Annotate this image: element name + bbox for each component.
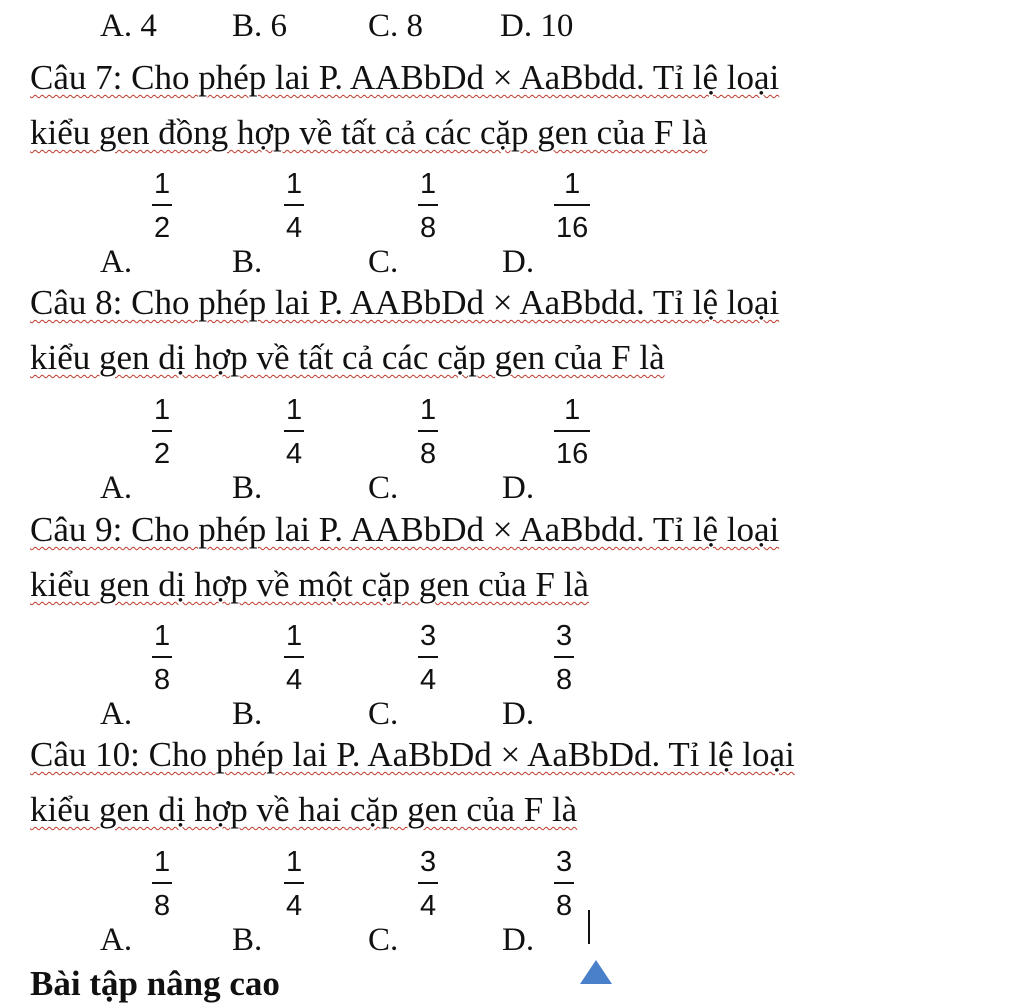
option-b-fraction: [284, 168, 304, 244]
denominator: 4: [286, 212, 303, 244]
option-b-fraction: [284, 394, 304, 470]
option-b-fraction: [284, 846, 304, 922]
denominator: 4: [286, 664, 303, 696]
denominator: 2: [154, 438, 171, 470]
denominator: 8: [556, 664, 573, 696]
option-c: C. 8: [368, 8, 424, 44]
option-d-label: D.: [502, 244, 535, 280]
option-d-label: D.: [502, 922, 535, 958]
numerator: 1: [564, 168, 581, 200]
option-c-label: C.: [368, 696, 399, 732]
option-c-fraction: [418, 168, 438, 244]
numerator: 1: [564, 394, 581, 426]
option-a-fraction: [152, 620, 172, 696]
text-cursor: [588, 910, 590, 944]
option-b-label: B.: [232, 922, 263, 958]
denominator: 8: [556, 890, 573, 922]
selection-handle-icon[interactable]: [580, 960, 612, 984]
denominator: 4: [286, 890, 303, 922]
option-c-label: C.: [368, 244, 399, 280]
option-b: B. 6: [232, 8, 288, 44]
question-10-text-line1: Câu 10: Cho phép lai P. AaBbDd × AaBbDd. Tỉ lệ loại: [30, 735, 795, 774]
question-7-options: [0, 168, 1024, 280]
option-d: D. 10: [500, 8, 574, 44]
question-8-options: [0, 394, 1024, 506]
option-c-fraction: [418, 620, 438, 696]
denominator: 4: [420, 890, 437, 922]
section-heading-partial: Bài tập nâng cao: [30, 964, 280, 1003]
denominator: 8: [420, 438, 437, 470]
numerator: 1: [286, 846, 303, 878]
option-a-label: A.: [100, 470, 133, 506]
option-a-label: A.: [100, 696, 133, 732]
option-d-fraction: [554, 846, 574, 922]
numerator: 1: [286, 394, 303, 426]
option-d-fraction: [554, 620, 574, 696]
numerator: 1: [154, 846, 171, 878]
option-a-fraction: [152, 168, 172, 244]
numerator: 3: [420, 846, 437, 878]
option-d-fraction: [554, 394, 590, 470]
question-9-text-line1: Câu 9: Cho phép lai P. AABbDd × AaBbdd. Tỉ lệ loại: [30, 510, 780, 549]
denominator: 16: [556, 212, 589, 244]
question-7-text-line2: kiểu gen đồng hợp về tất cả các cặp gen của F là: [30, 113, 708, 152]
option-a-fraction: [152, 846, 172, 922]
option-a: A. 4: [100, 8, 157, 44]
numerator: 3: [420, 620, 437, 652]
numerator: 1: [154, 394, 171, 426]
question-7-text-line1: Câu 7: Cho phép lai P. AABbDd × AaBbdd. Tỉ lệ loại: [30, 58, 780, 97]
denominator: 8: [154, 890, 171, 922]
option-c-fraction: [418, 846, 438, 922]
denominator: 16: [556, 438, 589, 470]
numerator: 1: [420, 394, 437, 426]
denominator: 2: [154, 212, 171, 244]
option-d-label: D.: [502, 470, 535, 506]
question-8-text-line1: Câu 8: Cho phép lai P. AABbDd × AaBbdd. Tỉ lệ loại: [30, 283, 780, 322]
question-9-text-line2: kiểu gen dị hợp về một cặp gen của F là: [30, 565, 589, 604]
option-b-label: B.: [232, 470, 263, 506]
question-10-options: [0, 846, 1024, 958]
denominator: 8: [154, 664, 171, 696]
numerator: 1: [154, 168, 171, 200]
numerator: 1: [420, 168, 437, 200]
numerator: 3: [556, 620, 573, 652]
option-a-label: A.: [100, 922, 133, 958]
question-9-options: [0, 620, 1024, 732]
option-a-label: A.: [100, 244, 133, 280]
numerator: 1: [154, 620, 171, 652]
denominator: 4: [286, 438, 303, 470]
option-a-fraction: [152, 394, 172, 470]
denominator: 8: [420, 212, 437, 244]
option-b-label: B.: [232, 244, 263, 280]
option-d-fraction: [554, 168, 590, 244]
option-c-fraction: [418, 394, 438, 470]
option-b-fraction: [284, 620, 304, 696]
question-10-text-line2: kiểu gen dị hợp về hai cặp gen của F là: [30, 790, 578, 829]
question-6-options: [0, 8, 1024, 48]
option-d-label: D.: [502, 696, 535, 732]
question-8-text-line2: kiểu gen dị hợp về tất cả các cặp gen của F là: [30, 338, 665, 377]
option-b-label: B.: [232, 696, 263, 732]
option-c-label: C.: [368, 470, 399, 506]
numerator: 1: [286, 168, 303, 200]
numerator: 1: [286, 620, 303, 652]
numerator: 3: [556, 846, 573, 878]
denominator: 4: [420, 664, 437, 696]
option-c-label: C.: [368, 922, 399, 958]
